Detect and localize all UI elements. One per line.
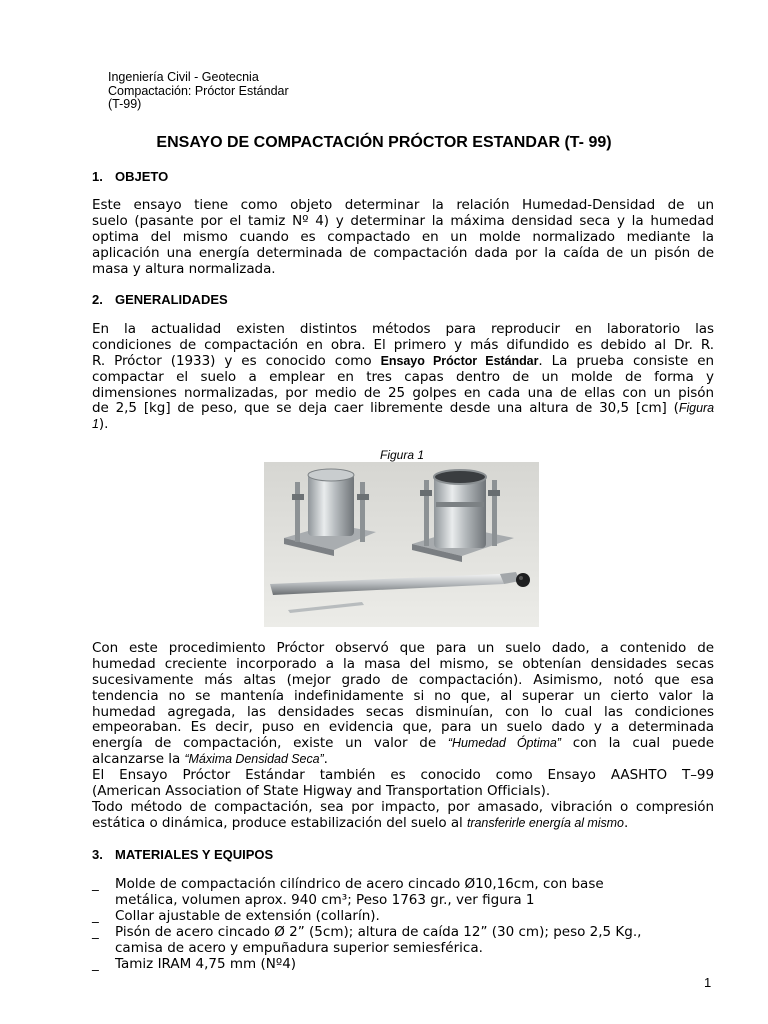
- text-run: de 2,5 [kg] de peso, que se deja caer libremente desde una altura de 30,5 [cm] (: [92, 400, 679, 417]
- text-run: ).: [98, 416, 109, 433]
- text-line: [92, 816, 714, 832]
- section-title: MATERIALES Y EQUIPOS: [115, 847, 274, 862]
- text-line: Con este procedimiento Próctor observó que para un suelo dado, a contenido de: [92, 640, 714, 656]
- section-number: 1.: [92, 169, 103, 184]
- text-line: En la actualidad existen distintos métodos para reproducir en laboratorio las: [92, 321, 714, 337]
- section-heading-materiales: [92, 847, 273, 862]
- list-item-text: camisa de acero y empuñadura superior semiesférica.: [115, 939, 483, 956]
- bullet: _: [92, 876, 99, 892]
- list-item: [92, 957, 714, 973]
- header-line: Compactación: Próctor Estándar: [108, 83, 289, 98]
- list-item: [92, 909, 714, 925]
- list-item-text: Molde de compactación cilíndrico de acero cincado Ø10,16cm, con base: [115, 876, 604, 892]
- text-line: dimensiones normalizadas, por medio de 25 golpes en cada una de ellas con un pisón: [92, 384, 714, 401]
- section-number: 2.: [92, 292, 103, 307]
- figure-caption: Figura 1: [379, 448, 425, 462]
- text-line: [92, 417, 714, 433]
- list-item-text: Tamiz IRAM 4,75 mm (Nº4): [115, 955, 297, 972]
- text-line: Todo método de compactación, sea por impacto, por amasado, vibración o compresión: [92, 798, 714, 815]
- text-line: compactar el suelo a emplear en tres capas dentro de un molde de forma y: [92, 368, 714, 385]
- text-run: .: [623, 814, 629, 831]
- section-heading-generalidades: [92, 292, 228, 307]
- text-line: (American Association of State Higway and Transportation Officials).: [92, 783, 551, 800]
- paragraph-objeto: [92, 198, 714, 277]
- emphasis-transferir-energia: transferirle energía al mismo: [467, 815, 624, 830]
- list-item-text: metálica, volumen aprox. 940 cm³; Peso 1763 gr., ver figura 1: [115, 891, 535, 908]
- compaction-equipment-photo: [264, 462, 539, 627]
- bullet: _: [92, 923, 99, 940]
- list-item-text: Collar ajustable de extensión (collarín).: [115, 907, 380, 924]
- text-line: [92, 752, 714, 768]
- bullet: _: [92, 907, 99, 924]
- figure-reference: 1: [92, 417, 99, 432]
- emphasis-maxima-densidad: “Máxima Densidad Seca”: [184, 752, 324, 767]
- emphasis-humedad-optima: “Humedad Óptima”: [447, 736, 561, 751]
- section-title: OBJETO: [115, 169, 169, 184]
- text-line: tendencia no se mantenía indefinidamente si no que, al superar un cierto valor la: [92, 687, 714, 704]
- document-title: ENSAYO DE COMPACTACIÓN PRÓCTOR ESTANDAR (T- 99): [156, 134, 612, 151]
- bullet: _: [92, 955, 99, 972]
- text-run: alcanzarse la: [92, 751, 185, 768]
- page-number: 1: [704, 975, 712, 990]
- text-line: masa y altura normalizada.: [92, 260, 276, 277]
- text-line: [92, 401, 714, 417]
- materials-list: [92, 877, 714, 972]
- text-line: Este ensayo tiene como objeto determinar la relación Humedad-Densidad de un: [92, 197, 714, 213]
- text-run: estática o dinámica, produce estabilización del suelo al: [92, 814, 467, 831]
- text-line: suelo (pasante por el tamiz Nº 4) y determinar la máxima densidad seca y la humedad: [92, 212, 714, 229]
- text-line: aplicación una energía determinada de compactación dada por la caída de un pisón de: [92, 244, 714, 261]
- text-line: empeoraban. Es decir, puso en evidencia que, para un suelo dado y a determinada: [92, 719, 714, 736]
- header-line: (T-99): [108, 97, 142, 111]
- text-line: humedad creciente incorporado a la masa del mismo, se obtenían densidades secas: [92, 655, 714, 672]
- section-number: 3.: [92, 847, 103, 862]
- header-line: Ingeniería Civil - Geotecnia: [108, 70, 259, 84]
- text-run: . La prueba consiste en: [538, 352, 714, 369]
- list-item: [92, 877, 714, 909]
- document-header: [108, 71, 289, 112]
- paragraph-proctor-observations: [92, 641, 714, 832]
- text-run: con la cual puede: [560, 735, 714, 752]
- text-line: optima del mismo cuando es compactado en un molde normalizado mediante la: [92, 228, 714, 245]
- section-heading-objeto: [92, 169, 168, 184]
- figure-reference: Figura: [678, 401, 714, 416]
- text-line: condiciones de compactación en obra. El primero y más difundido es debido al Dr. R.: [92, 336, 714, 353]
- text-line: El Ensayo Próctor Estándar también es conocido como Ensayo AASHTO T–99: [92, 767, 714, 784]
- text-run: energía de compactación, existe un valor de: [92, 735, 448, 752]
- text-line: [92, 736, 714, 752]
- text-run: .: [323, 751, 328, 768]
- bold-term: Ensayo Próctor Estándar: [380, 353, 539, 368]
- list-item: [92, 925, 714, 957]
- text-line: humedad agregada, las densidades secas disminuían, con lo cual las condiciones: [92, 703, 714, 720]
- text-line: sucesivamente más altas (mejor grado de compactación). Asimismo, notó que esa: [92, 671, 714, 688]
- list-item-text: Pisón de acero cincado Ø 2” (5cm); altura de caída 12” (30 cm); peso 2,5 Kg.,: [115, 923, 642, 940]
- text-line: [92, 354, 714, 370]
- text-run: R. Próctor (1933) y es conocido como: [92, 352, 381, 369]
- section-title: GENERALIDADES: [115, 292, 228, 307]
- paragraph-generalidades: [92, 322, 714, 433]
